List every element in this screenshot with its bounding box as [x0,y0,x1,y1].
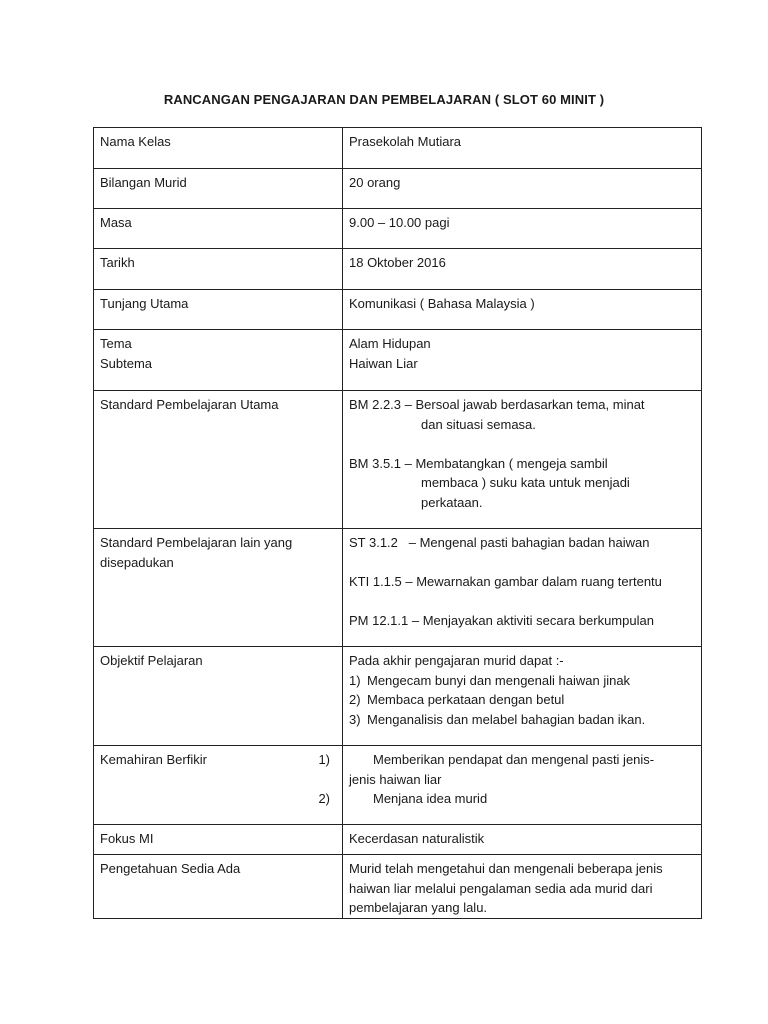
label-tema-subtema [94,330,343,391]
label-kemahiran: Kemahiran Berfikir [100,752,207,767]
label-kemahiran-cell [94,746,343,825]
pengetahuan-line-3: pembelajaran yang lalu. [349,900,488,915]
standard-lain-item-3: PM 12.1.1 – Menjayakan aktiviti secara berkumpulan [349,613,654,628]
standard-utama-item-1-line-2: dan situasi semasa. [421,416,536,432]
label-pengetahuan: Pengetahuan Sedia Ada [94,855,343,919]
value-kemahiran [343,746,702,825]
document-title: RANCANGAN PENGAJARAN DAN PEMBELAJARAN ( SLOT 60 MINIT ) [163,92,605,107]
label-tunjang-utama: Tunjang Utama [94,290,343,330]
row-standard-utama [94,391,702,529]
label-tema: Tema [100,336,132,351]
value-standard-lain [343,529,702,647]
kemahiran-item-1-line-2: jenis haiwan liar [349,771,442,787]
objektif-item-3-text: Menganalisis dan melabel bahagian badan ikan. [367,711,646,727]
value-masa: 9.00 – 10.00 pagi [343,209,702,249]
value-subtema: Haiwan Liar [349,355,418,371]
value-tunjang-utama: Komunikasi ( Bahasa Malaysia ) [343,290,702,330]
standard-utama-item-2-line-2: membaca ) suku kata untuk menjadi [421,475,630,490]
row-pengetahuan [94,855,702,919]
standard-utama-item-2-line-1: BM 3.5.1 – Membatangkan ( mengeja sambil [349,455,608,471]
value-tema-subtema [343,330,702,391]
value-bilangan-murid: 20 orang [343,169,702,209]
row-nama-kelas [94,128,702,169]
value-tarikh: 18 Oktober 2016 [343,249,702,290]
lesson-plan-table [93,127,702,919]
label-objektif: Objektif Pelajaran [94,647,343,746]
label-nama-kelas: Nama Kelas [94,128,343,169]
label-standard-lain [94,529,343,647]
value-pengetahuan [343,855,702,919]
standard-lain-item-2: KTI 1.1.5 – Mewarnakan gambar dalam ruang tertentu [349,574,662,589]
kemahiran-number-2: 2) [318,791,330,806]
label-masa: Masa [94,209,343,249]
row-masa [94,209,702,249]
objektif-item-1-number: 1) [349,672,361,688]
row-standard-lain [94,529,702,647]
standard-lain-item-1: ST 3.1.2 – Mengenal pasti bahagian badan haiwan [349,535,650,550]
value-objektif [343,647,702,746]
objektif-item-3 [349,710,695,730]
label-standard-lain-line-1: Standard Pembelajaran lain yang [100,535,293,550]
row-fokus-mi [94,825,702,855]
standard-utama-item-1-line-1: BM 2.2.3 – Bersoal jawab berdasarkan tema, minat [349,397,645,412]
pengetahuan-line-2: haiwan liar melalui pengalaman sedia ada murid dari [349,880,653,896]
value-tema: Alam Hidupan [349,336,431,351]
label-fokus-mi: Fokus MI [94,825,343,855]
objektif-item-3-number: 3) [349,711,361,727]
objektif-intro: Pada akhir pengajaran murid dapat :- [349,653,564,668]
value-nama-kelas: Prasekolah Mutiara [343,128,702,169]
objektif-item-2 [349,690,695,710]
standard-utama-item-2-line-3: perkataan. [421,494,483,510]
row-bilangan-murid [94,169,702,209]
label-standard-lain-line-2: disepadukan [100,554,174,570]
label-subtema: Subtema [100,355,153,371]
value-fokus-mi: Kecerdasan naturalistik [343,825,702,855]
objektif-item-2-text: Membaca perkataan dengan betul [367,692,565,707]
kemahiran-item-1-line-1: Memberikan pendapat dan mengenal pasti jenis- [373,752,655,767]
objektif-item-1 [349,671,695,691]
kemahiran-item-2: Menjana idea murid [373,791,488,806]
row-tema [94,330,702,391]
label-bilangan-murid: Bilangan Murid [94,169,343,209]
row-objektif [94,647,702,746]
pengetahuan-line-1: Murid telah mengetahui dan mengenali beberapa jenis [349,861,663,876]
row-tunjang-utama [94,290,702,330]
objektif-item-1-text: Mengecam bunyi dan mengenali haiwan jinak [367,672,631,688]
objektif-item-2-number: 2) [349,692,361,707]
row-kemahiran [94,746,702,825]
value-standard-utama [343,391,702,529]
row-tarikh [94,249,702,290]
label-tarikh: Tarikh [94,249,343,290]
label-standard-utama: Standard Pembelajaran Utama [94,391,343,529]
kemahiran-number-1: 1) [318,752,330,767]
